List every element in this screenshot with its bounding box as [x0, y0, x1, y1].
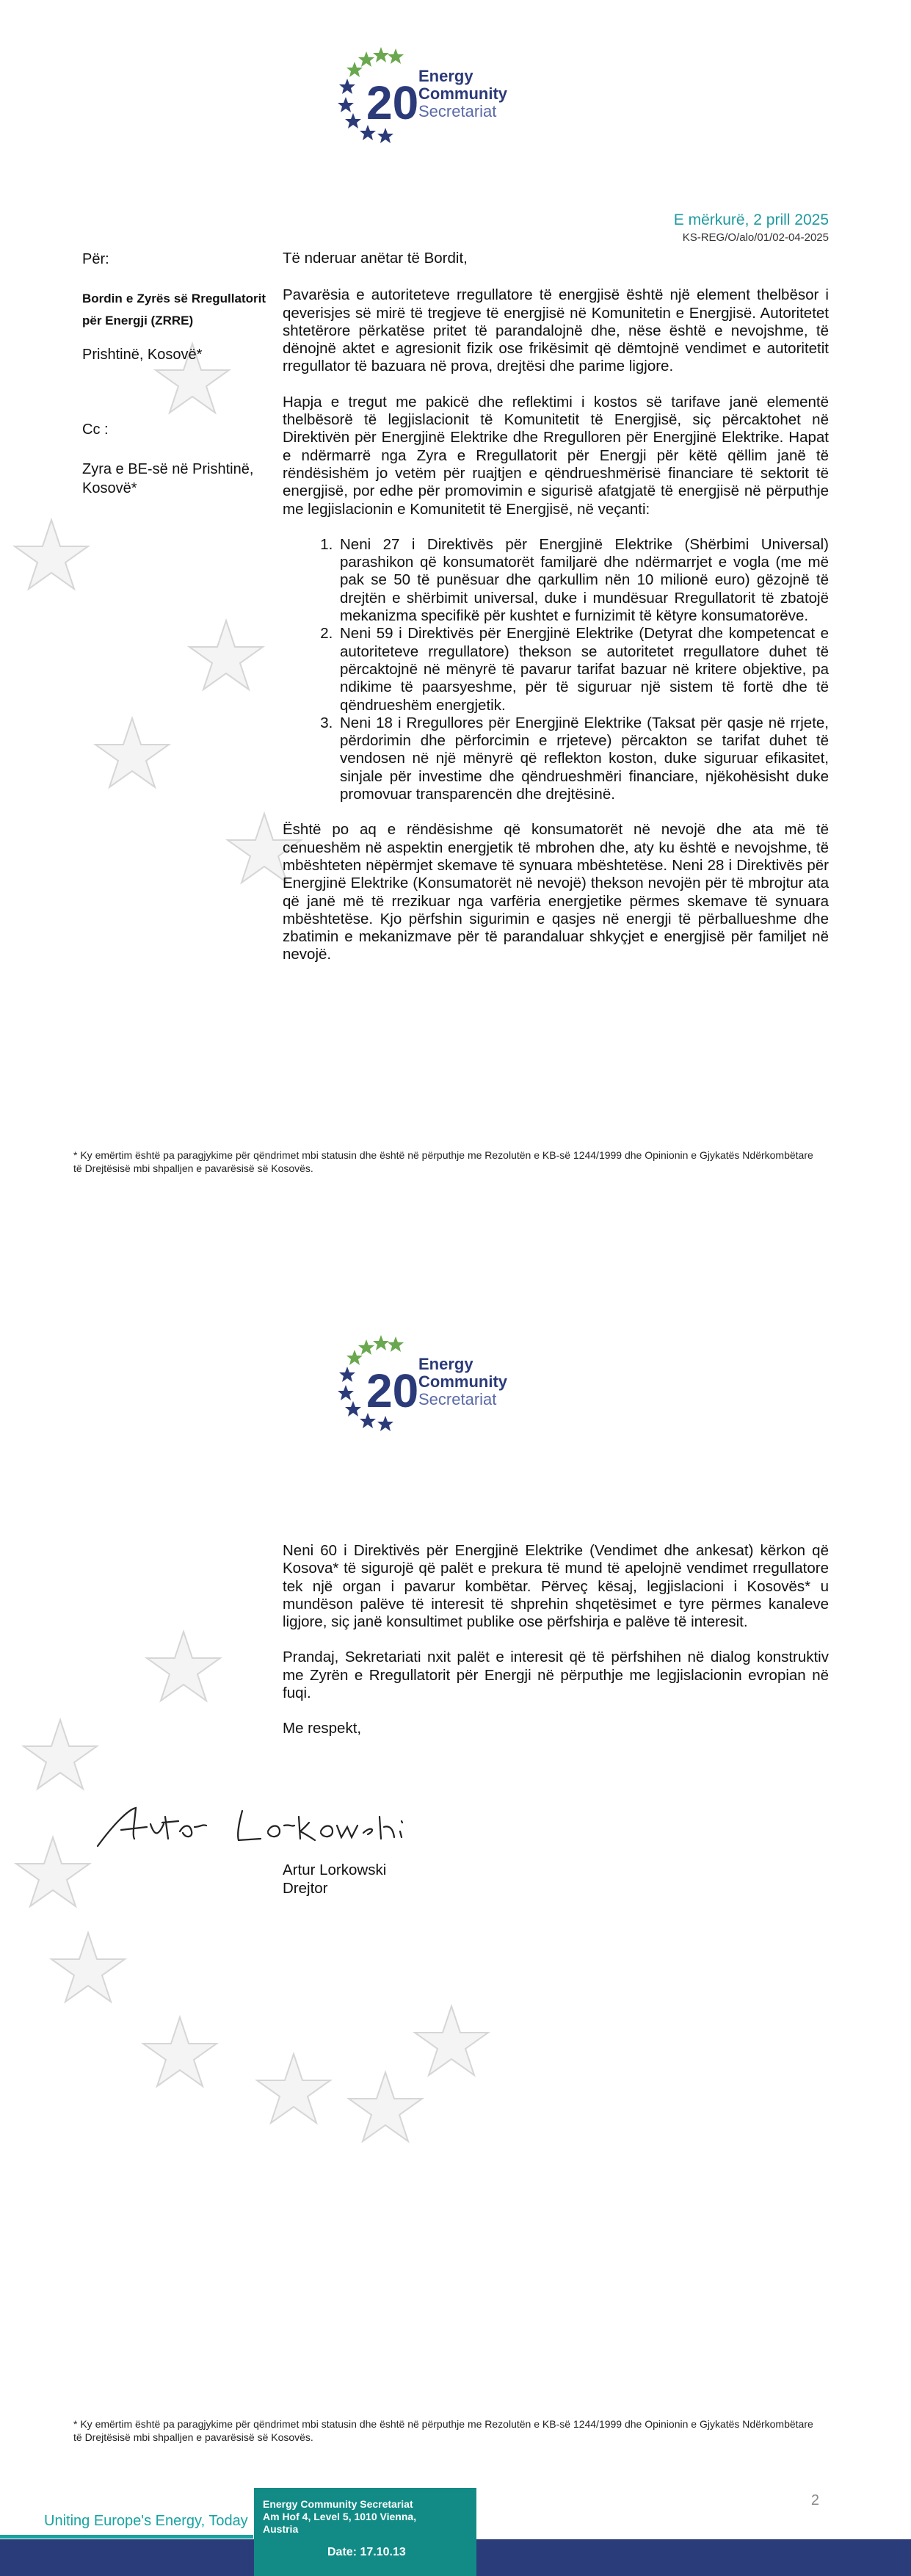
paragraph-2: Hapja e tregut me pakicë dhe reflektimi i kostos së tarifave janë elementë thelbësorë të legjislacionit të Komunitetit të Energjisë, siç përcaktohet në Direktivën për Energjinë Elektrike dhe Rregulloren për Energjinë Elektrike. Hapat e ndërmarrë nga Zyra e Rregullatorit për Energji për këtë qëllim janë të rëndësishëm jo vetëm për ruajtjen e qëndrueshmërisë financiare të sektorit të energjisë, por edhe për promovimin e sigurisë afatgjatë të energjisë në përputhje me legjislacionin e Komunitetit të Energjisë, në veçanti:	[283, 393, 829, 518]
bg-star	[349, 2072, 422, 2141]
footer-org: Energy Community Secretariat	[263, 2498, 413, 2510]
paragraph-3: Është po aq e rëndësishme që konsumatorët në nevojë dhe ata më të cenueshëm në aspektin energjetik të mbrohen dhe, aty ku është e nevojshme, të mbështeten nëpërmjet skemave të synuara mbështetëse. Neni 28 i Direktivës për Energjinë Elektrike (Konsumatorët në nevojë) thekson nevojën për të mbrojtur ata që janë më të rrezikuar nga varfëria energjetike përmes skemave të synuara mbështetëse. Kjo përfshin sigurimin e qasjes në energji të përballueshme dhe zbatimin e mekanizmave për të parandaluar shkyçjet e energjisë për familjet në nevojë.	[283, 821, 829, 963]
logo-text-community: Community	[418, 84, 507, 103]
bg-star	[189, 621, 263, 690]
signer-name: Artur Lorkowski	[283, 1862, 387, 1878]
logo-number: 20	[366, 76, 419, 129]
footer-teal-line	[0, 2535, 253, 2539]
list-item: 3. Neni 18 i Rregullores për Energjinë Elektrike (Taksat për qasje në rrjete, përdorimin dhe përforcimin e rrjeteve) përcakton se tarifat duhet të vendosen në një mënyrë që reflekton koston, duke siguruar efikasitet, sinjale për investime dhe qëndrueshmëri financiare, njëkohësisht duke promovuar transparencën dhe drejtësinë.	[337, 714, 829, 803]
article-list	[283, 536, 829, 803]
logo-text-secretariat: Secretariat	[418, 1390, 497, 1408]
bg-star	[415, 2006, 488, 2075]
letter-date: E mërkurë, 2 prill 2025	[673, 211, 829, 228]
reference-number: KS-REG/O/alo/01/02-04-2025	[682, 231, 829, 244]
salutation: Të nderuar anëtar të Bordit,	[283, 250, 468, 267]
bg-star	[95, 718, 169, 787]
footer-date: Date: 17.10.13	[327, 2546, 406, 2558]
logo-text-secretariat: Secretariat	[418, 102, 497, 120]
letter-body-page-2	[283, 1542, 829, 1756]
paragraph-1: Pavarësia e autoriteteve rregullatore të energjisë është një element thelbësor i qeverisjes së mirë të tregjeve të energjisë në Komunitetin e Energjisë. Autoritetet shtetërore përkatëse pritet të parandalojnë dhe, nëse është e nevojshme, të dënojnë aktet e agresionit fizik ose frikësimit që dëmtojnë vendimet e autoritetit rregullator të bazuara në prova, drejtësi dhe parime ligjore.	[283, 286, 829, 375]
energy-community-logo	[328, 38, 526, 156]
logo-number: 20	[366, 1364, 419, 1417]
page-2	[0, 1288, 911, 2576]
recipient-location: Prishtinë, Kosovë*	[82, 347, 203, 363]
list-item: 2. Neni 59 i Direktivës për Energjinë Elektrike (Detyrat dhe kompetencat e autoriteteve rregullatore) thekson se autoritetet rregullatore duhet të përcaktojnë në mënyrë të pavarur tarifat bazuar në kritere objektive, pa ndikime të paarsyeshme, për të siguruar një sistem të fortë dhe të qëndrueshëm energjetik.	[337, 625, 829, 714]
footnote: * Ky emërtim është pa paragjykime për qëndrimet mbi statusin dhe është në përputhje me Rezolutën e KB-së 1244/1999 dhe Opinionin e Gjykatës Ndërkombëtare të Drejtësisë mbi shpalljen e pavarësisë së Kosovës.	[73, 2418, 813, 2443]
footer-country: Austria	[263, 2523, 299, 2535]
letter-body-page-1	[283, 250, 829, 982]
signature	[92, 1795, 444, 1861]
logo-star-ring-icon	[328, 1326, 424, 1444]
bg-star	[143, 2017, 217, 2086]
bg-star	[51, 1933, 125, 2002]
page-number: 2	[810, 2492, 819, 2508]
logo-star-ring-icon	[328, 38, 424, 156]
bg-star	[16, 1837, 90, 1906]
signer-title: Drejtor	[283, 1880, 328, 1897]
logo-text-energy: Energy	[418, 1355, 473, 1373]
recipient-block	[82, 250, 266, 498]
energy-community-logo	[328, 1326, 526, 1444]
footer-address-box	[254, 2488, 476, 2576]
recipient-org: Bordin e Zyrës së Rregullatorit për Energji (ZRRE)	[82, 292, 266, 328]
footnote: * Ky emërtim është pa paragjykime për qëndrimet mbi statusin dhe është në përputhje me Rezolutën e KB-së 1244/1999 dhe Opinionin e Gjykatës Ndërkombëtare të Drejtësisë mbi shpalljen e pavarësisë së Kosovës.	[73, 1149, 813, 1174]
paragraph-4: Neni 60 i Direktivës për Energjinë Elektrike (Vendimet dhe ankesat) kërkon që Kosova* të sigurojë që palët e prekura të mund të apelojnë vendimet rregullatore tek një organ i pavarur kombëtar. Përveç kësaj, legjislacioni i Kosovës* u mundëson palëve të interesit të shprehin shqetësimet e tyre përmes kanaleve ligjore, siç janë konsultimet publike ose përfshirja e palëve të interesit.	[283, 1542, 829, 1631]
footer-address: Am Hof 4, Level 5, 1010 Vienna,	[263, 2511, 417, 2522]
logo-text-energy: Energy	[418, 67, 473, 85]
to-label: Për:	[82, 251, 109, 267]
paragraph-5: Prandaj, Sekretariati nxit palët e interesit që të përfshihen në dialog konstruktiv me Zyrën e Rregullatorit për Energji në përputhje me legjislacionin evropian në fuqi.	[283, 1649, 829, 1702]
cc-recipient: Zyra e BE-së në Prishtinë, Kosovë*	[82, 461, 254, 496]
bg-star	[23, 1720, 97, 1789]
closing: Me respekt,	[283, 1720, 362, 1737]
bg-star	[147, 1632, 220, 1701]
footer-slogan: Uniting Europe's Energy, Today	[44, 2513, 248, 2529]
logo-text-community: Community	[418, 1372, 507, 1391]
list-item: 1. Neni 27 i Direktivës për Energjinë Elektrike (Shërbimi Universal) parashikon që konsumatorët familjarë dhe ndërmarrjet e vogla (me më pak se 50 të punësuar dhe qarkullim nën 10 milionë euro) gëzojnë të drejtën e shërbimit universal, duke i mundësuar Rregullatorit të zbatojë mekanizma specifikë për kushtet e furnizimit të këtyre konsumatorëve.	[337, 536, 829, 625]
bg-star	[257, 2054, 330, 2123]
background-stars	[0, 1288, 911, 2576]
cc-label: Cc :	[82, 422, 109, 438]
bg-star	[15, 520, 88, 589]
